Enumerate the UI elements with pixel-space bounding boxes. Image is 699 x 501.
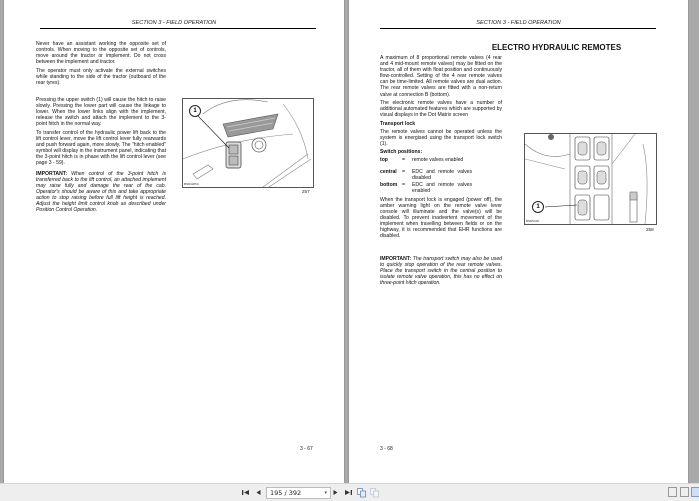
page-header: SECTION 3 - FIELD OPERATION [131, 20, 217, 26]
switch-position-top: top = remote valves enabled [380, 157, 464, 164]
page-number: 3 - 68 [380, 446, 393, 452]
vertical-scrollbar[interactable] [689, 0, 699, 483]
header-rule [40, 28, 316, 29]
continuous-view-button[interactable] [680, 487, 689, 497]
intro-text [36, 41, 166, 89]
figure-code: BSD4205C [184, 182, 200, 186]
paragraph: To transfer control of the hydraulic power lift back to the lift control lever, move the lift control lever fully rearwards and push forward again, more slowly. The "hitch enabled" symbol will display in the instrument panel, indicating that the 3-point hitch is in phase with the lift control lever (see page 3 - 59). [36, 129, 166, 167]
next-page-button[interactable] [330, 487, 341, 498]
paragraph: Pressing the upper switch (1) will cause the hitch to raise slowly. Pressing the lower part will cause the linkage to lower. When the lower links align with the implement, release the switch and attach the implement to the 3-point hitch in the normal way. [36, 97, 166, 128]
copy-page-button[interactable] [356, 487, 367, 498]
remote-console-illustration [525, 134, 656, 224]
paragraph: The remote valves cannot be operated unless the system is energised using the transport lock switch (1). [380, 128, 502, 147]
figure-257 [182, 98, 314, 188]
paragraph: The electronic remote valves have a number of additional automated features which are supported by visual displays in the Dot Matrix screen [380, 100, 502, 119]
switch-position-bottom: bottom = EDC and remote valves enabled [380, 181, 472, 194]
figure-258 [524, 133, 657, 225]
important-note: IMPORTANT: When control of the 3-point hitch is transferred back to the lift control, an attached implement may raise fully and damage the rear of the cab. Operator's should be aware of this and take appropriate action to stop raising before full lift height is reached. Adjust the height limit control knob as described under Position Control Operation. [36, 170, 166, 214]
paragraph: The operator must only activate the external switches while standing to the side of the tractor (outboard of the rear tyres). [36, 67, 166, 87]
paragraph: When the transport lock is engaged (power off), the amber warning light on the remote valve lever console will illuminate and the valve(s) will be disabled. To prevent inadvertent movement of the implement when travelling between fields or on the highway, it is recommended that EHR functions are disabled. [380, 196, 502, 240]
hitch-text [36, 97, 166, 216]
callout-1: 1 [189, 105, 201, 117]
subheading-transport-lock: Transport lock [380, 120, 416, 127]
previous-page-button[interactable] [253, 487, 264, 498]
last-page-icon [343, 487, 354, 498]
page-number: 3 - 67 [300, 446, 313, 452]
section-title: ELECTRO HYDRAULIC REMOTES [491, 43, 622, 52]
subheading-switch-positions: Switch positions: [380, 149, 423, 156]
body-text [380, 55, 502, 289]
page-header: SECTION 3 - FIELD OPERATION [476, 20, 561, 26]
callout-1: 1 [532, 201, 544, 213]
two-page-view-button[interactable] [691, 487, 699, 497]
first-page-icon [240, 487, 251, 498]
page-number-input[interactable]: 195 / 392 ▾ [266, 487, 331, 499]
paragraph: A maximum of 8 proportional remote valves (4 rear and 4 mid-mount remote valves) may be fitted on the tractor, all of them with float position and continuously flow-controlled. Setting of the 4 rear remote valves can be time-limited. All remote valves are dual action. The rear remote valves are fitted with a non-return valve at connection B (bottom). [380, 55, 502, 98]
paste-page-button[interactable] [369, 487, 380, 498]
figure-code: BSD5418 [526, 219, 539, 223]
figure-number: 258 [646, 227, 654, 232]
single-page-view-button[interactable] [668, 487, 677, 497]
next-page-icon [330, 487, 341, 498]
first-page-button[interactable] [240, 487, 251, 498]
copy-icon [356, 487, 367, 498]
paragraph: Never have an assistant working the opposite set of controls. When moving to the opposite set of controls, move around the tractor or implement. Do not cross between the implement and tractor. [36, 41, 166, 66]
switch-illustration [183, 99, 313, 187]
important-note: IMPORTANT: The transport switch may also be used to quickly stop operation of the rear remote valves. Place the transport switch in the central position to isolate remote valve operation, this has no effect on three-point hitch operation. [380, 255, 502, 286]
figure-number: 257 [302, 189, 310, 194]
page-3-67 [4, 0, 344, 483]
header-rule [380, 28, 656, 29]
navigation-toolbar [0, 483, 699, 501]
paste-icon [369, 487, 380, 498]
page-3-68 [349, 0, 688, 483]
last-page-button[interactable] [343, 487, 354, 498]
previous-page-icon [253, 487, 264, 498]
switch-position-central: central = EDC and remote valves disabled [380, 168, 472, 181]
page-dropdown-icon[interactable]: ▾ [324, 490, 327, 496]
